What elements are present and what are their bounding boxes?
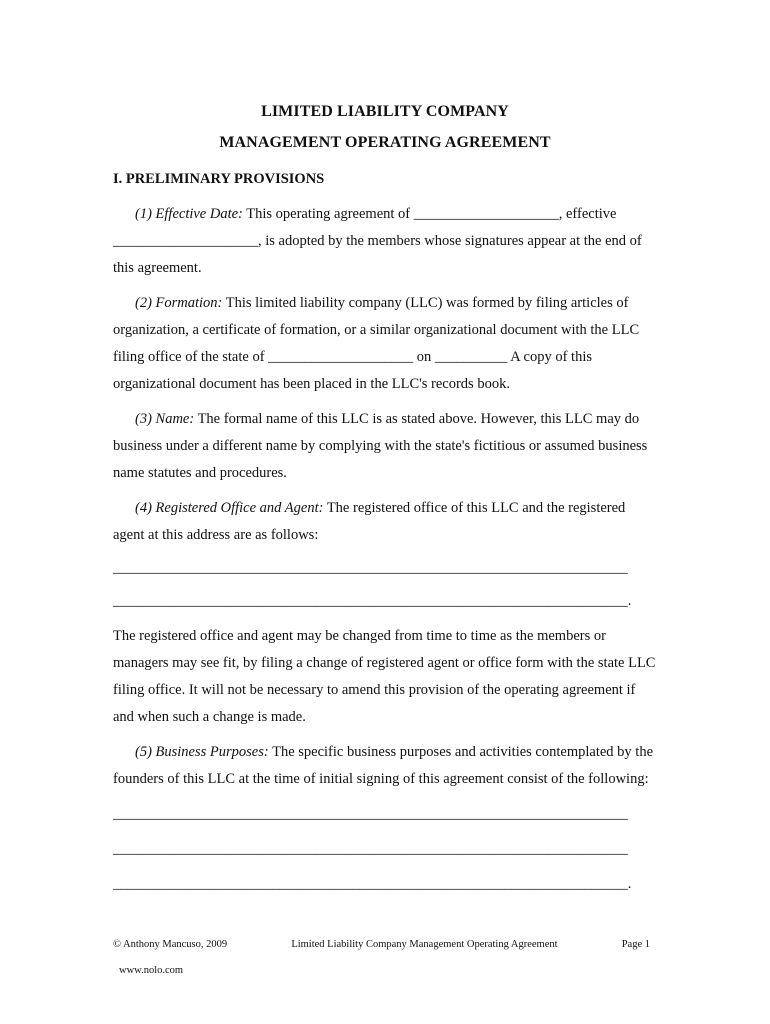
clause-text: , is adopted by the members whose signatures appear at the end of this agreement. (113, 233, 642, 276)
paragraph-formation (113, 290, 658, 398)
document-title-line1: LIMITED LIABILITY COMPANY (261, 103, 509, 120)
paragraph-name (113, 406, 658, 487)
blank-line-purpose-1: _______________________________________________________________________ (113, 806, 628, 822)
page-footer (113, 939, 650, 950)
footer-copyright: © Anthony Mancuso, 2009 (113, 939, 228, 950)
clause-text: The registered office and agent may be changed from time to time as the members or managers may see fit, by filing a change of registered agent or office form with the state LLC filing office. It will not be necessary to amend this provision of the operating agreement if and when such a change is made. (113, 628, 656, 725)
document-body (113, 201, 658, 906)
paragraph-registered-office (113, 495, 658, 615)
clause-text: on (413, 349, 435, 365)
section-heading: I. PRELIMINARY PROVISIONS (113, 171, 325, 187)
paragraph-office-change (113, 623, 658, 731)
clause-label: (1) Effective Date: (135, 206, 243, 222)
clause-text: This operating agreement of (242, 206, 414, 222)
paragraph-business-purposes (113, 739, 658, 898)
clause-label: (4) Registered Office and Agent: (135, 500, 324, 516)
clause-label: (2) Formation: (135, 295, 223, 311)
blank-field-agreement-name: ____________________ (413, 206, 559, 222)
blank-line-purpose-2: _______________________________________________________________________ (113, 841, 628, 857)
clause-text: A copy of this organizational document has been placed in the LLC's records book. (113, 349, 592, 392)
clause-text: The formal name of this LLC is as stated above. However, this LLC may do business under a different name by complying with the state's fictitious or assumed business name statutes and procedures. (113, 411, 648, 481)
clause-label: (5) Business Purposes: (135, 744, 269, 760)
blank-field-filing-date: __________ (434, 349, 508, 365)
footer-page-number: Page 1 (621, 939, 650, 950)
paragraph-effective-date (113, 201, 658, 282)
clause-label: (3) Name: (135, 411, 195, 427)
blank-field-effective-date: ____________________ (113, 233, 258, 249)
clause-text: The specific business purposes and activities contemplated by the founders of this LLC at the time of initial signing of this agreement consist of the following: (113, 744, 654, 787)
clause-text: , effective (558, 206, 617, 222)
footer-website: www.nolo.com (119, 965, 184, 976)
blank-line-purpose-3: _______________________________________________________________________. (113, 876, 632, 892)
document-title-line2: MANAGEMENT OPERATING AGREEMENT (219, 134, 551, 151)
blank-field-state: ____________________ (268, 349, 414, 365)
clause-text: This limited liability company (LLC) was formed by filing articles of organization, a certificate of formation, or a similar organizational document with the LLC filing office of the state of (113, 295, 640, 365)
clause-text: The registered office of this LLC and the registered agent at this address are as follows: (113, 500, 626, 543)
blank-line-office-1: _______________________________________________________________________ (113, 560, 628, 576)
footer-document-title: Limited Liability Company Management Operating Agreement (291, 939, 558, 950)
blank-line-office-2: _______________________________________________________________________. (113, 593, 632, 609)
